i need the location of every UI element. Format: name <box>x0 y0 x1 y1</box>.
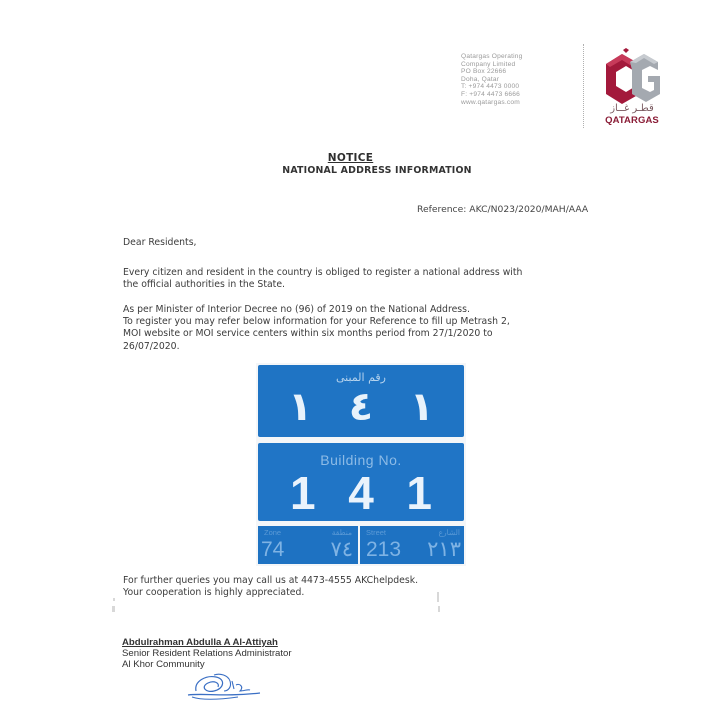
zone-label-arabic: منطقة <box>331 528 352 537</box>
arabic-digit: ١ <box>288 384 313 430</box>
signatory-block <box>122 637 292 670</box>
city: Doha, Qatar <box>461 75 500 83</box>
arabic-digit: ١ <box>409 384 434 430</box>
logo-english-text: QATARGAS <box>605 115 659 126</box>
street-label-arabic: الشارع <box>438 528 460 537</box>
closing-block <box>123 575 418 599</box>
street-number: 213 <box>366 538 402 561</box>
company-name-line: Company Limited <box>461 60 516 68</box>
digit: 4 <box>348 467 374 519</box>
appreciation-line: Your cooperation is highly appreciated. <box>123 587 305 599</box>
digit: 1 <box>290 467 316 519</box>
building-number <box>258 468 464 518</box>
logo-arabic-text: قطـر غــاز <box>610 103 654 114</box>
scan-artifact <box>438 606 440 612</box>
signatory-department: Al Khor Community <box>122 659 205 670</box>
plate-arabic-building-panel <box>258 365 464 437</box>
signature-icon <box>184 671 264 703</box>
arabic-building-number <box>258 383 464 431</box>
digit: 1 <box>406 467 432 519</box>
paragraph-line: Every citizen and resident in the country is obliged to register a national address with <box>123 267 523 278</box>
reference-number: Reference: AKC/N023/2020/MAH/AAA <box>417 204 589 215</box>
scan-artifact <box>113 598 115 601</box>
notice-subtitle: NATIONAL ADDRESS INFORMATION <box>282 165 472 176</box>
plate-zone-panel <box>258 526 358 564</box>
building-label: Building No. <box>320 452 402 468</box>
arabic-building-label: رقم المبنى <box>336 371 386 384</box>
handwritten-signature <box>184 671 264 707</box>
signatory-title: Senior Resident Relations Administrator <box>122 648 292 659</box>
zone-label: Zone <box>264 528 282 537</box>
qatargas-logo-icon <box>596 48 668 104</box>
contact-helpdesk-line: For further queries you may call us at 4473-4555 AKChelpdesk. <box>123 575 419 586</box>
arabic-digit: ٤ <box>348 384 374 430</box>
fax: F: +974 4473 6666 <box>461 90 520 98</box>
po-box: PO Box 22666 <box>461 68 507 76</box>
website: www.qatargas.com <box>461 98 520 106</box>
zone-number: 74 <box>261 538 285 561</box>
street-number-arabic: ٢١٣ <box>427 538 461 561</box>
company-contact-block <box>461 53 576 106</box>
paragraph-line: 26/07/2020. <box>123 340 180 352</box>
paragraph-line: the official authorities in the State. <box>123 279 285 291</box>
scan-artifact <box>437 592 439 602</box>
paragraph-decree <box>123 304 623 353</box>
plate-english-building-panel <box>258 443 464 521</box>
greeting-text: Dear Residents, <box>123 237 197 248</box>
street-label: Street <box>366 528 387 537</box>
letterhead-divider <box>583 44 584 128</box>
paragraph-line: To register you may refer below information for your Reference to fill up Metrash 2, <box>123 316 510 328</box>
zone-number-arabic: ٧٤ <box>330 538 353 561</box>
national-address-plate <box>256 363 466 566</box>
paragraph-line: MOI website or MOI service centers within six months period from 27/1/2020 to <box>123 328 493 340</box>
paragraph-line: As per Minister of Interior Decree no (96) of 2019 on the National Address. <box>123 304 470 315</box>
notice-title: NOTICE <box>327 152 374 164</box>
signatory-name: Abdulrahman Abdulla A Al-Attiyah <box>122 637 278 648</box>
company-name-line: Qatargas Operating <box>461 53 523 60</box>
telephone: T: +974 4473 0000 <box>461 83 520 91</box>
paragraph-obligation <box>123 267 623 291</box>
greeting <box>123 237 623 249</box>
scan-artifact <box>112 606 115 612</box>
plate-street-panel <box>360 526 464 564</box>
qatargas-logo <box>596 48 668 128</box>
